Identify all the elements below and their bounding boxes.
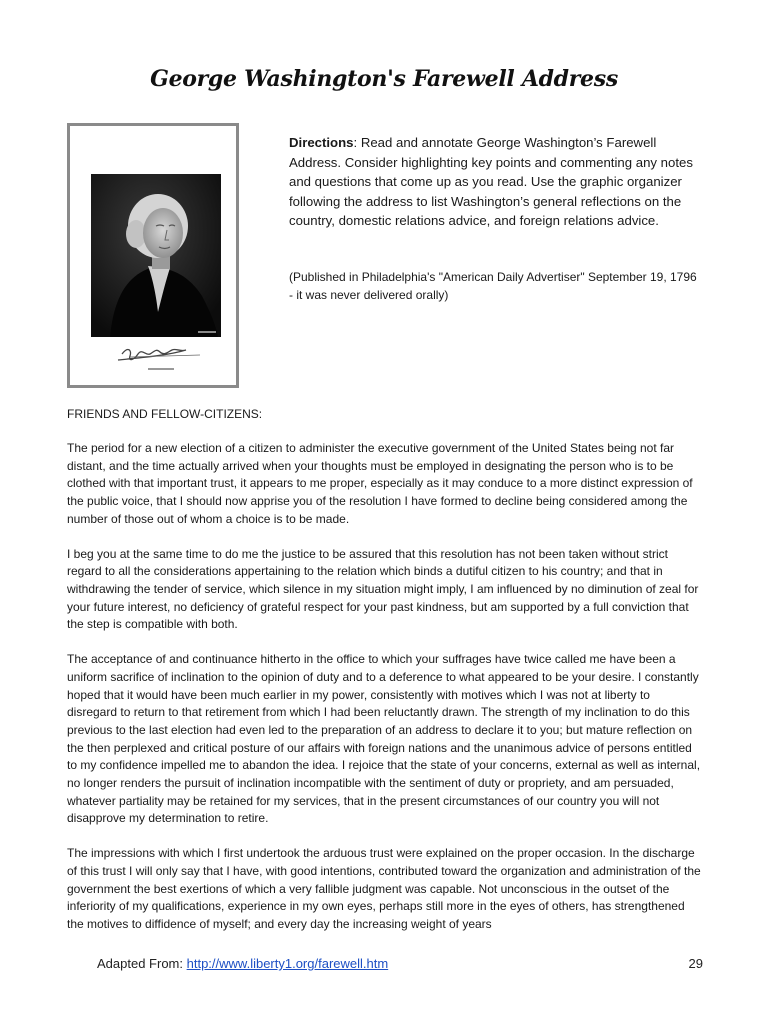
directions-label: Directions — [289, 135, 354, 150]
page-footer — [97, 956, 703, 971]
salutation: FRIENDS AND FELLOW-CITIZENS: — [67, 407, 263, 421]
source-link[interactable]: http://www.liberty1.org/farewell.htm — [186, 956, 389, 971]
portrait-image — [67, 123, 239, 388]
address-body — [67, 440, 703, 951]
page-number: 29 — [688, 956, 703, 971]
paragraph: I beg you at the same time to do me the justice to be assured that this resolution has not been taken without strict regard to all the considerations appertaining to the relation which binds a dutiful citizen to his country; and that in withdrawing the tender of service, which silence in my situation might imply, I am influenced by no diminution of zeal for your future interest, no deficiency of grateful respect for your past kindness, but am supported by a full conviction that the step is compatible with both. — [67, 546, 699, 632]
publication-note: (Published in Philadelphia's "American Daily Advertiser" September 19, 1796 - it was never delivered orally) — [289, 270, 697, 302]
paragraph: The period for a new election of a citizen to administer the executive government of the United States being not far distant, and the time actually arrived when your thoughts must be employed in designating the person who is to be clothed with that important trust, it appears to me proper, especially as it may conduce to a more distinct expression of the public voice, that I should now apprise you of the resolution I have formed to decline being considered among the number of those out of whom a choice is to be made. — [67, 441, 693, 526]
directions-text — [289, 133, 699, 231]
adapted-from-label: Adapted From: — [97, 956, 187, 971]
paragraph: The impressions with which I first undertook the arduous trust were explained on the proper occasion. In the discharge of this trust I will only say that I have, with good intentions, contributed toward the organization and administration of the government the best exertions of which a very fallible judgment was capable. Not unconscious in the outset of the inferiority of my qualifications, experience in my own eyes, perhaps still more in the eyes of others, has strengthened the motives to diffidence of myself; and every day the increasing weight of years — [67, 846, 701, 931]
document-title: George Washington's Farewell Address — [150, 66, 618, 92]
washington-portrait-engraving — [70, 126, 236, 385]
directions-body: : Read and annotate George Washington’s Farewell Address. Consider highlighting key points and commenting any notes and questions that come up as you read. Use the graphic organizer following the address to list Washington’s general reflections on the country, domestic relations advice, and foreign relations advice. — [289, 135, 693, 229]
paragraph: The acceptance of and continuance hitherto in the office to which your suffrages have twice called me have been a uniform sacrifice of inclination to the opinion of duty and to a deference to what appeared to be your desire. I constantly hoped that it would have been much earlier in my power, consistently with motives which I was not at liberty to disregard to return to that retirement from which I had been reluctantly drawn. The strength of my inclination to do this previous to the last election had even led to the preparation of an address to declare it to you; but mature reflection on the then perplexed and critical posture of our affairs with foreign nations and the unanimous advice of persons entitled to my confidence impelled me to abandon the idea. I rejoice that the state of your concerns, external as well as internal, no longer renders the pursuit of inclination incompatible with the sentiment of duty or propriety, and am persuaded, whatever partiality may be retained for my services, that in the present circumstances of our country you will not disapprove my determination to retire. — [67, 652, 701, 826]
